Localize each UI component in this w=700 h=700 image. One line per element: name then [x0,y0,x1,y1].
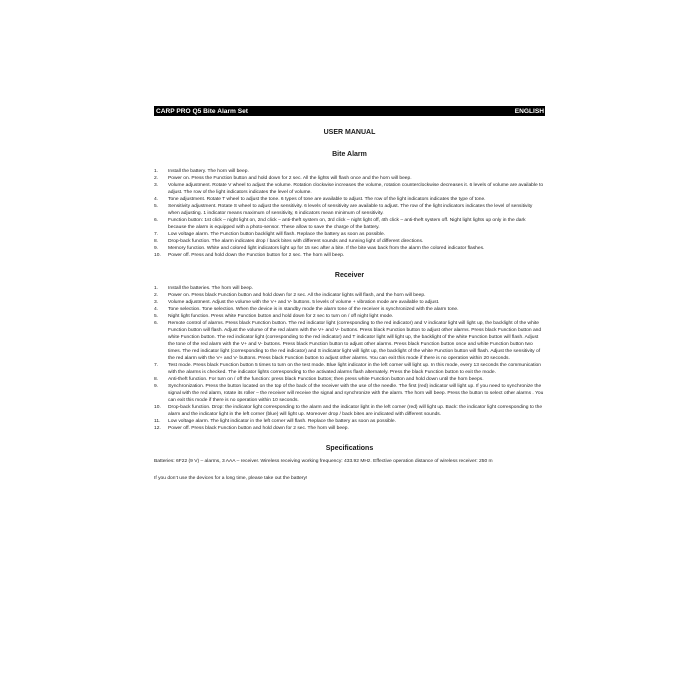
list-item-text: Power off. Press and hold down the Function button for 2 sec. The horn will beep. [168,253,345,258]
list-item-text: Synchronization. Press the button located on the top of the back of the receiver with the use of the needle. The first (red) indicator will light up. If you need to synchronize the signal with the red alarm, rotate its roller – the receiver will receive the signal and synchronize with the alarm. The horn will beep. Press the button to select other alarms . You can exit this mode if there is no operation within 10 seconds. [168,384,544,403]
receiver-item [154,320,545,362]
list-item-text: Install the battery. The horn will beep. [168,169,249,174]
list-item-number: 10. [154,253,161,258]
language-label: ENGLISH [514,107,544,115]
receiver-item [154,418,545,425]
list-item-number: 2. [154,176,159,181]
specifications-heading: Specifications [325,445,374,452]
list-item-text: Function button: 1st click – night light on, 2nd click – anti-theft system on, 3rd click – night light off, 4th click – anti-theft system off. Night light lights up only in the dark because the alarm is equipped with a photo-sensor. These allow to save the charge of the battery. [168,218,526,230]
list-item-number: 10. [154,405,161,410]
list-item-number: 8. [154,239,159,244]
list-item-number: 11. [154,419,161,424]
list-item-text: Power off. Press black Function button and hold down for 2 sec. The horn will beep. [168,426,349,431]
receiver-item [154,285,545,292]
list-item-text: Volume adjustment. Adjust the volume with the V+ and V- buttons. 5 levels of volume + vibration mode are available to adjust. [168,300,440,305]
list-item-number: 2. [154,293,159,298]
specifications-text: Batteries: 6F22 (9 V) – alarms, 3 AAA – receiver. Wireless receiving working frequency: 433.92 MHz. Effective operation distance of wireless receiver: 250 m [154,459,493,464]
list-item-text: Install the batteries. The horn will beep. [168,286,254,291]
battery-note: If you don’t use the devices for a long time, please take out the battery! [154,476,308,481]
receiver-list [154,285,545,432]
bite-alarm-item [154,252,545,259]
receiver-item [154,292,545,299]
receiver-item [154,313,545,320]
bite-alarm-item [154,217,545,231]
product-name: CARP PRO Q5 Bite Alarm Set [156,107,248,115]
manual-page [154,106,545,482]
list-item-number: 9. [154,246,159,251]
receiver-item [154,404,545,418]
receiver-item [154,306,545,313]
list-item-text: Tone adjustment. Rotate T wheel to adjust the tone. 6 types of tone are available to adjust. The row of the light indicators indicates the type of tone. [168,197,486,202]
list-item-number: 3. [154,300,159,305]
bite-alarm-item [154,196,545,203]
receiver-heading: Receiver [334,272,365,279]
list-item-text: Tone selection. Tone selection. When the device is in standby mode the alarm tone of the receiver is synchronized with the alarm tone. [168,307,459,312]
list-item-number: 12. [154,426,161,431]
list-item-text: Test mode. Press black Function button 5 times to turn on the test mode. Blue light indicator in the left corner will light up. In this mode, every 13 seconds the communication with the alarms is checked. The indicator lights corresponding to the activated alarms flash alternately. Press the black Function button to exit the mode. [168,363,541,375]
receiver-item [154,376,545,383]
bite-alarm-list [154,168,545,259]
receiver-item [154,299,545,306]
bite-alarm-item [154,182,545,196]
list-item-number: 4. [154,197,159,202]
header-bar [154,106,545,116]
bite-alarm-item [154,168,545,175]
bite-alarm-item [154,175,545,182]
list-item-text: Anti-theft function. For turn on / off the function: press black Function button; then press white Function button and hold down until the horn beeps. [168,377,484,382]
list-item-number: 5. [154,204,159,209]
list-item-text: Night light function. Press white Function button and hold down for 2 sec to turn on / off night light mode. [168,314,394,319]
list-item-text: Low voltage alarm. The light indicator in the left corner will flash. Replace the battery as soon as possible. [168,419,396,424]
bite-alarm-item [154,238,545,245]
receiver-item [154,362,545,376]
list-item-number: 4. [154,307,159,312]
bite-alarm-item [154,203,545,217]
receiver-item [154,383,545,404]
list-item-number: 1. [154,286,159,291]
list-item-text: Sensitivity adjustment. Rotate S wheel to adjust the sensitivity. 6 levels of sensitivity are available to adjust. The row of the light indicators indicates the level of sensitivity when adjusting. 1 indicator means maximum of sensitivity, 6 indicators mean minimum of sensitivity. [168,204,533,216]
manual-title: USER MANUAL [323,129,376,136]
list-item-number: 7. [154,232,159,237]
list-item-text: Volume adjustment. Rotate V wheel to adjust the volume. Rotation clockwise increases the volume, rotation counterclockwise decreases it. 6 levels of volume are available to adjust. The row of the light indicators indicates the level of volume. [168,183,544,195]
list-item-text: Memory function. White and colored light indicators light up for 15 sec after a bite. If the bite was back from the alarm the colored indicator flashes. [168,246,485,251]
list-item-text: Drop-back function. The alarm indicates drop / back bites with different sounds and running light of different directions. [168,239,424,244]
list-item-number: 8. [154,377,159,382]
bite-alarm-item [154,231,545,238]
list-item-number: 5. [154,314,159,319]
list-item-text: Remote control of alarms. Press black Function button. The red indicator light (corresponding to the red indicator) and V indicator light will light up, the backlight of the white Function button will flash. Adjust the volume of the red alarm with the V+ and V- buttons. Press black Function button to adjust other alarms. Press black Function button and white Function button. The red indicator light (corresponding to the red indicator) and T indicator light will light up, the backlight of the white Function button will flash. Adjust the tone of the red alarm with the V+ and V- buttons. Press black Function button to adjust other alarms. Press black Function button once and white Function button two times. The red indicator light (corresponding to the red indicator) and S indicator light will light up, the backlight of the white Function button will flash. Adjust the sensitivity of the red alarm with the V+ and V- buttons. Press black Function button to adjust other alarms. You can exit this mode if there is no operation within 20 seconds. [168,321,542,361]
list-item-number: 6. [154,321,159,326]
bite-alarm-item [154,245,545,252]
list-item-text: Low voltage alarm. The Function button backlight will flash. Replace the battery as soon as possible. [168,232,386,237]
receiver-item [154,425,545,432]
list-item-number: 3. [154,183,159,188]
list-item-number: 1. [154,169,159,174]
list-item-number: 7. [154,363,159,368]
list-item-text: Drop-back function. Drop: the indicator light corresponding to the alarm and the indicator light in the left corner (red) will light up. Back: the indicator light corresponding to the alarm and the indicator light in the left corner (blue) will light up. Moreover drop / back bites are indicated with different sounds. [168,405,543,417]
bite-alarm-heading: Bite Alarm [332,151,367,158]
list-item-number: 6. [154,218,159,223]
list-item-number: 9. [154,384,159,389]
list-item-text: Power on. Press black Function button and hold down for 2 sec. All the indicator lights will flash, and the horn will beep. [168,293,426,298]
list-item-text: Power on. Press the Function button and hold down for 2 sec. All the lights will flash once and the horn will beep. [168,176,412,181]
